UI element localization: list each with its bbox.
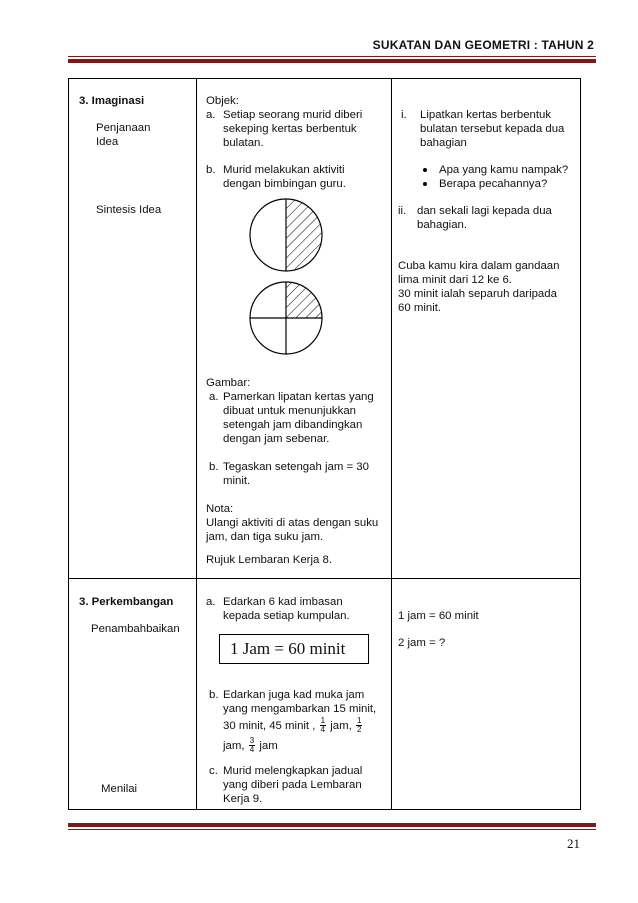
flash-card: 1 Jam = 60 minit — [219, 634, 369, 664]
equation-text: 2 jam = ? — [398, 637, 446, 649]
bullet-text: Apa yang kamu nampak? — [439, 164, 569, 176]
quarter-circle-diagram — [250, 282, 322, 354]
row2-col1 — [69, 579, 197, 810]
row1-col3: i. Lipatkan kertas berbentuk bulatan tersebut kepada dua bahagian Apa yang kamu nampak? Berapa pecahannya? ii. dan sekali lagi kepada dua bahagian. Cuba kamu kira dalam gandaan lima minit dari 12 ke 6. 30 minit ialah separuh daripada 60 minit. — [392, 79, 581, 579]
fraction: $\frac{1}{4}$ — [320, 716, 326, 735]
bullet-text: Berapa pecahannya? — [439, 178, 548, 190]
row2-col3 — [392, 579, 581, 810]
fraction: $\frac{3}{4}$ — [249, 736, 255, 755]
header-title: SUKATAN DAN GEOMETRI : TAHUN 2 — [372, 38, 594, 52]
row1-col1 — [69, 79, 197, 579]
folded-circle-diagrams — [248, 197, 328, 357]
step-heading: 3. Perkembangan — [79, 596, 174, 608]
sub-label: Penjanaan — [96, 122, 151, 134]
equation-text: 1 jam = 60 minit — [398, 610, 479, 622]
fraction: $\frac{1}{2}$ — [356, 716, 362, 735]
bullet-icon — [423, 182, 427, 186]
footer-rule-thick — [68, 823, 596, 827]
sub-label: Idea — [96, 136, 119, 148]
objek-label: Objek: — [206, 95, 239, 107]
gambar-label: Gambar: — [206, 377, 251, 389]
half-circle-diagram — [250, 199, 322, 271]
sub-label: Menilai — [101, 783, 138, 795]
table-row — [69, 579, 581, 810]
instruction-paragraph: Cuba kamu kira dalam gandaan lima minit dari 12 ke 6. 30 minit ialah separuh daripada 60 minit. — [398, 260, 560, 314]
sub-label: Penambahbaikan — [91, 623, 180, 635]
nota-line: jam, dan tiga suku jam. — [206, 531, 324, 543]
row2-col2: a. Edarkan 6 kad imbasan kepada setiap kumpulan. 1 Jam = 60 minit b. Edarkan juga kad muka jam yang mengambarkan 15 minit, 30 minit, 45 minit , $\frac{1}{4}$ jam, $\frac{1}{2}$ jam, $\frac{3}{4}$ jam c. Murid melengkapkan jadual yang diberi pada Lembaran Kerja 9. — [197, 579, 392, 810]
page-number: 21 — [567, 836, 580, 851]
step-heading: 3. Imaginasi — [79, 95, 145, 107]
sub-label: Sintesis Idea — [96, 204, 162, 216]
header-rule-thin — [68, 56, 596, 57]
footer-rule-thin — [68, 829, 596, 830]
nota-label: Nota: — [206, 503, 234, 515]
lesson-table — [68, 78, 581, 810]
bullet-icon — [423, 168, 427, 172]
nota-line: Ulangi aktiviti di atas dengan suku — [206, 517, 379, 529]
header-rule-thick — [68, 59, 596, 63]
row1-col2: Objek: a. Setiap seorang murid diberi sekeping kertas berbentuk bulatan. b. Murid melakukan aktiviti dengan bimbingan guru. Gambar: a. Pamerkan lipatan kertas yang dibuat untuk menunjukkan setengah jam dibandingkan dengan jam sebenar. b. Tegaskan setengah jam = 30 minit. Nota: Ulangi aktiviti di atas dengan suku jam, dan tiga suku jam. Rujuk Lembaran Kerja 8. — [197, 79, 392, 579]
rujuk-text: Rujuk Lembaran Kerja 8. — [206, 554, 332, 566]
table-row — [69, 79, 581, 579]
